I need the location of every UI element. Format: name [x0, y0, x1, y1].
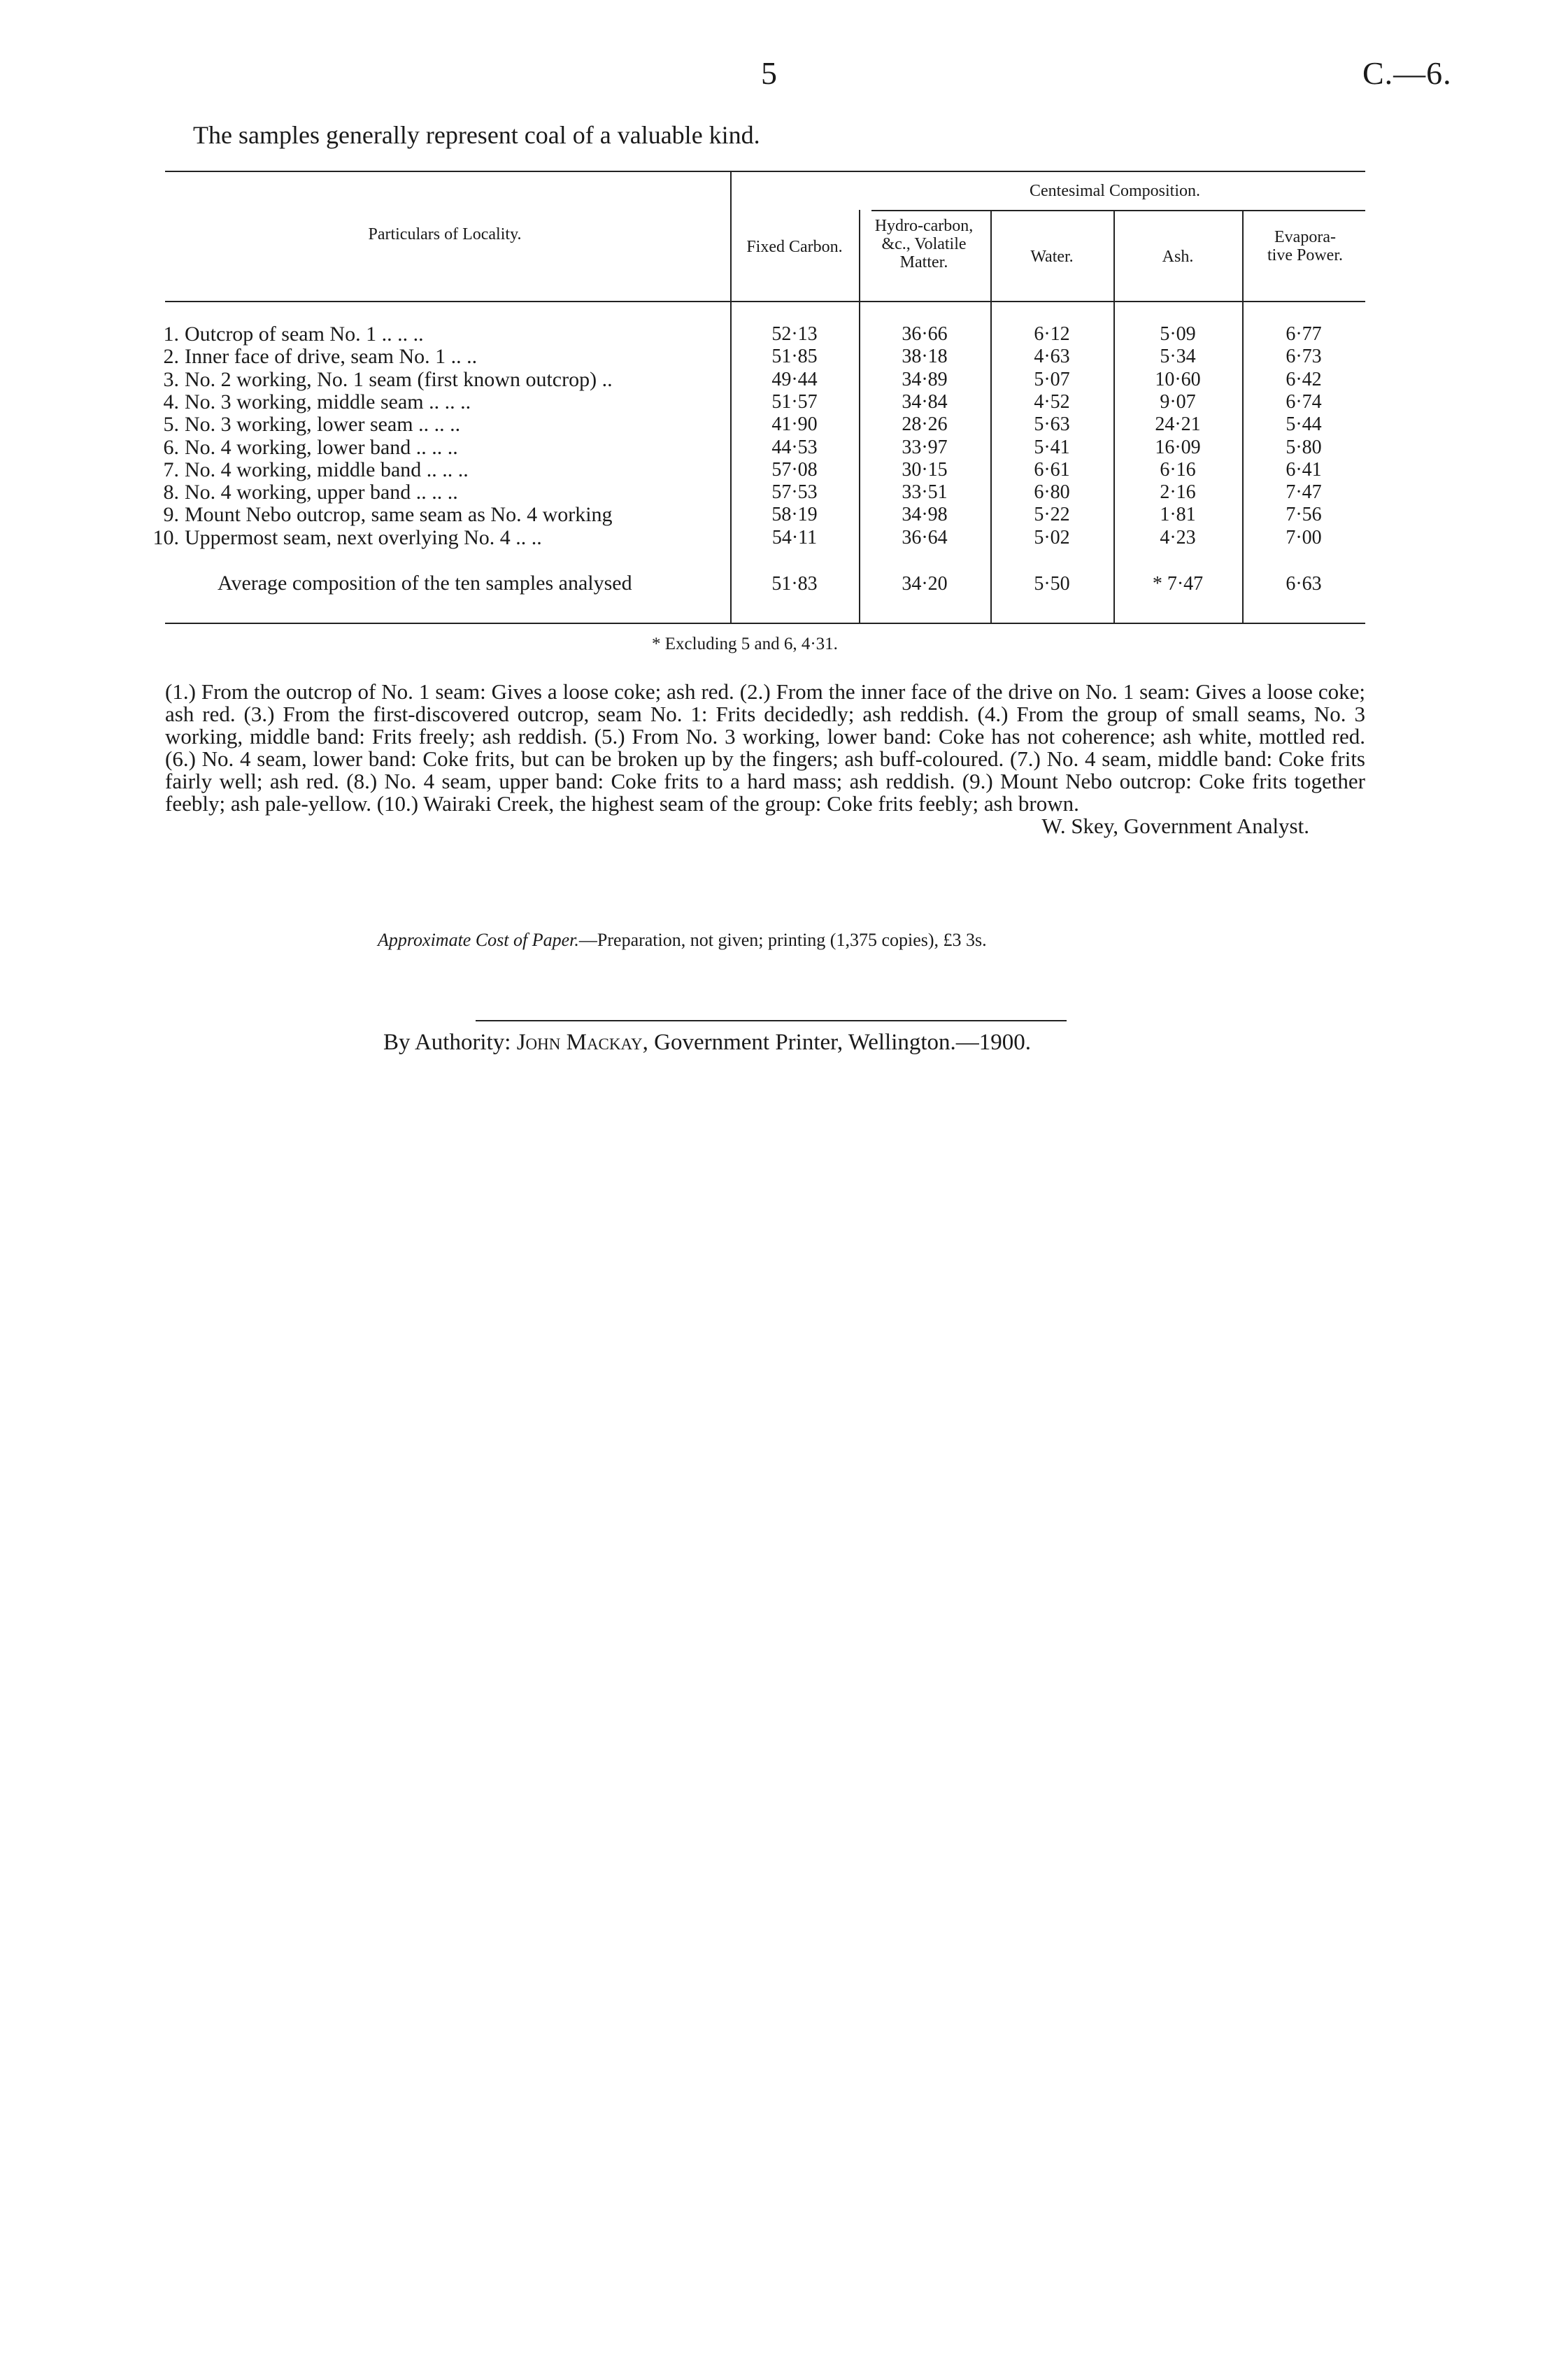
sample-notes — [165, 681, 1365, 837]
table-cell: 33·51 — [902, 481, 948, 504]
table-cell: 58·19 — [771, 504, 818, 526]
table-cell: 6·80 — [1034, 481, 1070, 504]
table-cell: 5·02 — [1034, 526, 1070, 548]
row-number: 3. — [163, 367, 179, 391]
row-number: 5. — [163, 413, 179, 437]
table-cell: 36·66 — [902, 323, 948, 345]
table-cell: 5·07 — [1034, 368, 1070, 390]
average-cell: 6·63 — [1286, 573, 1322, 595]
table-cell: 5·34 — [1160, 346, 1196, 368]
col-header-fixed-carbon: Fixed Carbon. — [746, 238, 843, 256]
table-row-label — [143, 413, 460, 436]
table-cell: 7·47 — [1286, 481, 1322, 504]
intro-sentence: The samples generally represent coal of a valuable kind. — [193, 121, 760, 149]
table-cell: 34·84 — [902, 390, 948, 413]
table-cell: 16·09 — [1155, 436, 1201, 458]
table-cell: 36·64 — [902, 526, 948, 548]
row-locality: No. 4 working, upper band .. .. .. — [185, 481, 458, 504]
page-number: 5 — [761, 55, 777, 91]
table-row-label — [143, 459, 469, 481]
table-cell: 7·00 — [1286, 526, 1322, 548]
table-cell: 9·07 — [1160, 390, 1196, 413]
table-cell: 51·85 — [771, 346, 818, 368]
table-row-label — [143, 323, 424, 346]
row-locality: Mount Nebo outcrop, same seam as No. 4 working — [185, 503, 613, 527]
row-locality: No. 4 working, middle band .. .. .. — [185, 458, 469, 481]
row-number: 8. — [163, 481, 179, 504]
row-number: 6. — [163, 435, 179, 459]
table-cell: 33·97 — [902, 436, 948, 458]
table-cell: 6·41 — [1286, 458, 1322, 481]
locality-header: Particulars of Locality. — [368, 225, 522, 243]
row-number: 9. — [163, 503, 179, 527]
table-cell: 5·41 — [1034, 436, 1070, 458]
row-locality: No. 2 working, No. 1 seam (first known outcrop) .. — [185, 367, 613, 391]
table-cell: 52·13 — [771, 323, 818, 345]
row-locality: Outcrop of seam No. 1 .. .. .. — [185, 323, 424, 346]
imprint-prefix: By Authority: — [383, 1030, 517, 1055]
row-number: 7. — [163, 458, 179, 481]
table-row-label — [143, 504, 613, 526]
table-cell: 51·57 — [771, 390, 818, 413]
table-cell: 24·21 — [1155, 413, 1201, 436]
table-cell: 38·18 — [902, 346, 948, 368]
column-divider — [730, 171, 732, 623]
table-cell: 30·15 — [902, 458, 948, 481]
table-cell: 34·89 — [902, 368, 948, 390]
row-number: 4. — [163, 390, 179, 413]
table-cell: 41·90 — [771, 413, 818, 436]
header-bottom-rule — [165, 301, 1365, 302]
average-cell: 51·83 — [771, 573, 818, 595]
composition-group-header: Centesimal Composition. — [1030, 182, 1200, 200]
column-divider — [859, 210, 860, 623]
printer-name: John Mackay — [516, 1030, 643, 1055]
row-locality: No. 3 working, middle seam .. .. .. — [185, 390, 471, 413]
printer-imprint — [383, 1030, 1031, 1056]
document-reference: C.—6. — [1362, 55, 1452, 91]
table-bottom-rule — [165, 623, 1365, 624]
row-locality: No. 3 working, lower seam .. .. .. — [185, 413, 461, 437]
table-row-label — [143, 369, 613, 391]
table-cell: 7·56 — [1286, 504, 1322, 526]
table-cell: 10·60 — [1155, 368, 1201, 390]
row-number: 10. — [152, 525, 179, 549]
cost-text: —Preparation, not given; printing (1,375 copies), £3 3s. — [578, 930, 987, 950]
column-divider — [990, 210, 992, 623]
row-locality: Inner face of drive, seam No. 1 .. .. — [185, 345, 478, 369]
column-divider — [1242, 210, 1244, 623]
table-cell: 1·81 — [1160, 504, 1196, 526]
imprint-suffix: , Government Printer, Wellington.—1900. — [642, 1030, 1032, 1055]
table-cell: 6·73 — [1286, 346, 1322, 368]
col-header-evaporative-power: Evapora-tive Power. — [1267, 228, 1343, 264]
table-cell: 57·08 — [771, 458, 818, 481]
cost-of-paper — [378, 930, 987, 951]
table-cell: 6·12 — [1034, 323, 1070, 345]
row-locality: No. 4 working, lower band .. .. .. — [185, 435, 458, 459]
table-cell: 57·53 — [771, 481, 818, 504]
analyst-signature: W. Skey, Government Analyst. — [1041, 814, 1309, 838]
table-cell: 6·42 — [1286, 368, 1322, 390]
col-header-ash: Ash. — [1162, 248, 1194, 266]
table-row-label — [143, 527, 542, 549]
col-header-volatile-matter: Hydro-carbon, &c., Volatile Matter. — [874, 217, 974, 271]
table-row-label — [143, 346, 477, 368]
group-header-rule — [871, 210, 1365, 211]
coal-analysis-table — [152, 171, 1365, 625]
table-cell: 28·26 — [902, 413, 948, 436]
average-cell: 34·20 — [902, 573, 948, 595]
table-cell: 34·98 — [902, 504, 948, 526]
table-cell: 4·23 — [1160, 526, 1196, 548]
average-row-label: Average composition of the ten samples analysed — [218, 572, 632, 595]
table-cell: 5·63 — [1034, 413, 1070, 436]
table-row-label — [143, 391, 471, 413]
notes-text: (1.) From the outcrop of No. 1 seam: Gives a loose coke; ash red. (2.) From the inner face of the drive on No. 1 seam: Gives a loose coke; ash red. (3.) From the first-discovered outcrop, seam No. 1: Frits decidedly; ash reddish. (4.) From the group of small seams, No. 3 working, middle band: Frits freely; ash reddish. (5.) From No. 3 working, lower band: Coke has not coherence; ash white, mottled red. (6.) No. 4 seam, lower band: Coke frits, but can be broken up by the fingers; ash buff-coloured. (7.) No. 4 seam, middle band: Coke frits fairly well; ash red. (8.) No. 4 seam, upper band: Coke frits to a hard mass; ash reddish. (9.) Mount Nebo outcrop: Coke frits together feebly; ash pale-yellow. (10.) Wairaki Creek, the highest seam of the group: Coke frits feebly; ash brown. — [165, 679, 1365, 816]
table-cell: 6·74 — [1286, 390, 1322, 413]
table-cell: 6·16 — [1160, 458, 1196, 481]
row-number: 1. — [163, 323, 179, 346]
table-cell: 54·11 — [771, 526, 818, 548]
table-cell: 2·16 — [1160, 481, 1196, 504]
table-cell: 4·63 — [1034, 346, 1070, 368]
col-header-water: Water. — [1030, 248, 1074, 266]
row-number: 2. — [163, 345, 179, 369]
row-locality: Uppermost seam, next overlying No. 4 .. .. — [185, 525, 542, 549]
cost-label: Approximate Cost of Paper. — [378, 930, 579, 950]
table-cell: 5·44 — [1286, 413, 1322, 436]
imprint-rule — [476, 1020, 1067, 1021]
table-row-label — [143, 481, 458, 504]
table-cell: 5·22 — [1034, 504, 1070, 526]
average-cell: 5·50 — [1034, 573, 1070, 595]
table-cell: 5·09 — [1160, 323, 1196, 345]
column-divider — [1113, 210, 1115, 623]
table-cell: 6·61 — [1034, 458, 1070, 481]
table-footnote: * Excluding 5 and 6, 4·31. — [652, 635, 838, 653]
table-row-label — [143, 437, 458, 459]
table-cell: 44·53 — [771, 436, 818, 458]
average-cell: * 7·47 — [1152, 573, 1204, 595]
table-top-rule — [165, 171, 1365, 172]
table-cell: 5·80 — [1286, 436, 1322, 458]
table-cell: 4·52 — [1034, 390, 1070, 413]
table-cell: 6·77 — [1286, 323, 1322, 345]
table-cell: 49·44 — [771, 368, 818, 390]
